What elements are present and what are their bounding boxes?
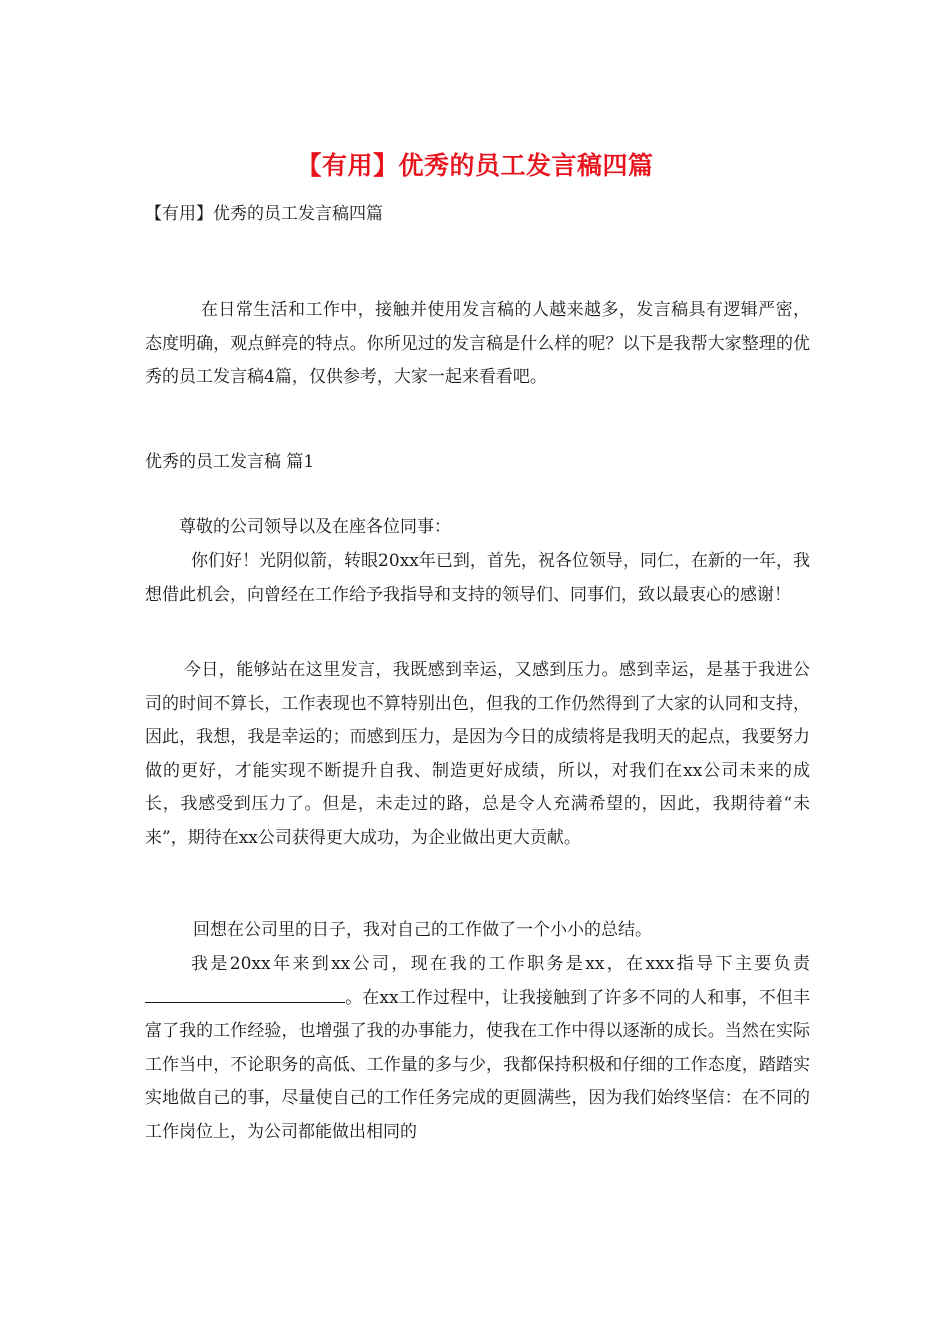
fill-in-blank: [145, 988, 345, 1003]
section-heading: 优秀的员工发言稿 篇1: [145, 452, 315, 472]
document-title: 【有用】优秀的员工发言稿四篇: [296, 151, 654, 180]
paragraph-4: [145, 948, 810, 1150]
salutation: 尊敬的公司领导以及在座各位同事：: [179, 517, 451, 537]
paragraph-1: 你们好！光阴似箭，转眼20xx年已到，首先，祝各位领导，同仁，在新的一年，我想借此机会，向曾经在工作给予我指导和支持的领导们、同事们，致以最衷心的感谢！: [145, 551, 810, 605]
document-subtitle: 【有用】优秀的员工发言稿四篇: [145, 204, 383, 224]
paragraph-3: 回想在公司里的日子，我对自己的工作做了一个小小的总结。: [193, 920, 652, 940]
intro-paragraph: 在日常生活和工作中，接触并使用发言稿的人越来越多，发言稿具有逻辑严密，态度明确，观点鲜亮的特点。你所见过的发言稿是什么样的呢？以下是我帮大家整理的优秀的员工发言稿4篇，仅供参考，大家一起来看看吧。: [145, 300, 810, 388]
paragraph-4-end: 。在xx工作过程中，让我接触到了许多不同的人和事，不但丰富了我的工作经验，也增强了我的办事能力，使我在工作中得以逐渐的成长。当然在实际工作当中，不论职务的高低、工作量的多与少，我都保持积极和仔细的工作态度，踏踏实实地做自己的事，尽量使自己的工作任务完成的更圆满些，因为我们始终坚信：在不同的工作岗位上，为公司都能做出相同的: [145, 987, 810, 1142]
paragraph-4-start: 我是20xx年来到xx公司，现在我的工作职务是xx，在xxx指导下主要负责: [191, 954, 810, 974]
paragraph-2: 今日，能够站在这里发言，我既感到幸运，又感到压力。感到幸运，是基于我进公司的时间不算长，工作表现也不算特别出色，但我的工作仍然得到了大家的认同和支持，因此，我想，我是幸运的；而感到压力，是因为今日的成绩将是我明天的起点，我要努力做的更好，才能实现不断提升自我、制造更好成绩，所以，对我们在xx公司未来的成长，我感受到压力了。但是，未走过的路，总是令人充满希望的，因此，我期待着“未来”，期待在xx公司获得更大成功，为企业做出更大贡献。: [145, 660, 810, 848]
